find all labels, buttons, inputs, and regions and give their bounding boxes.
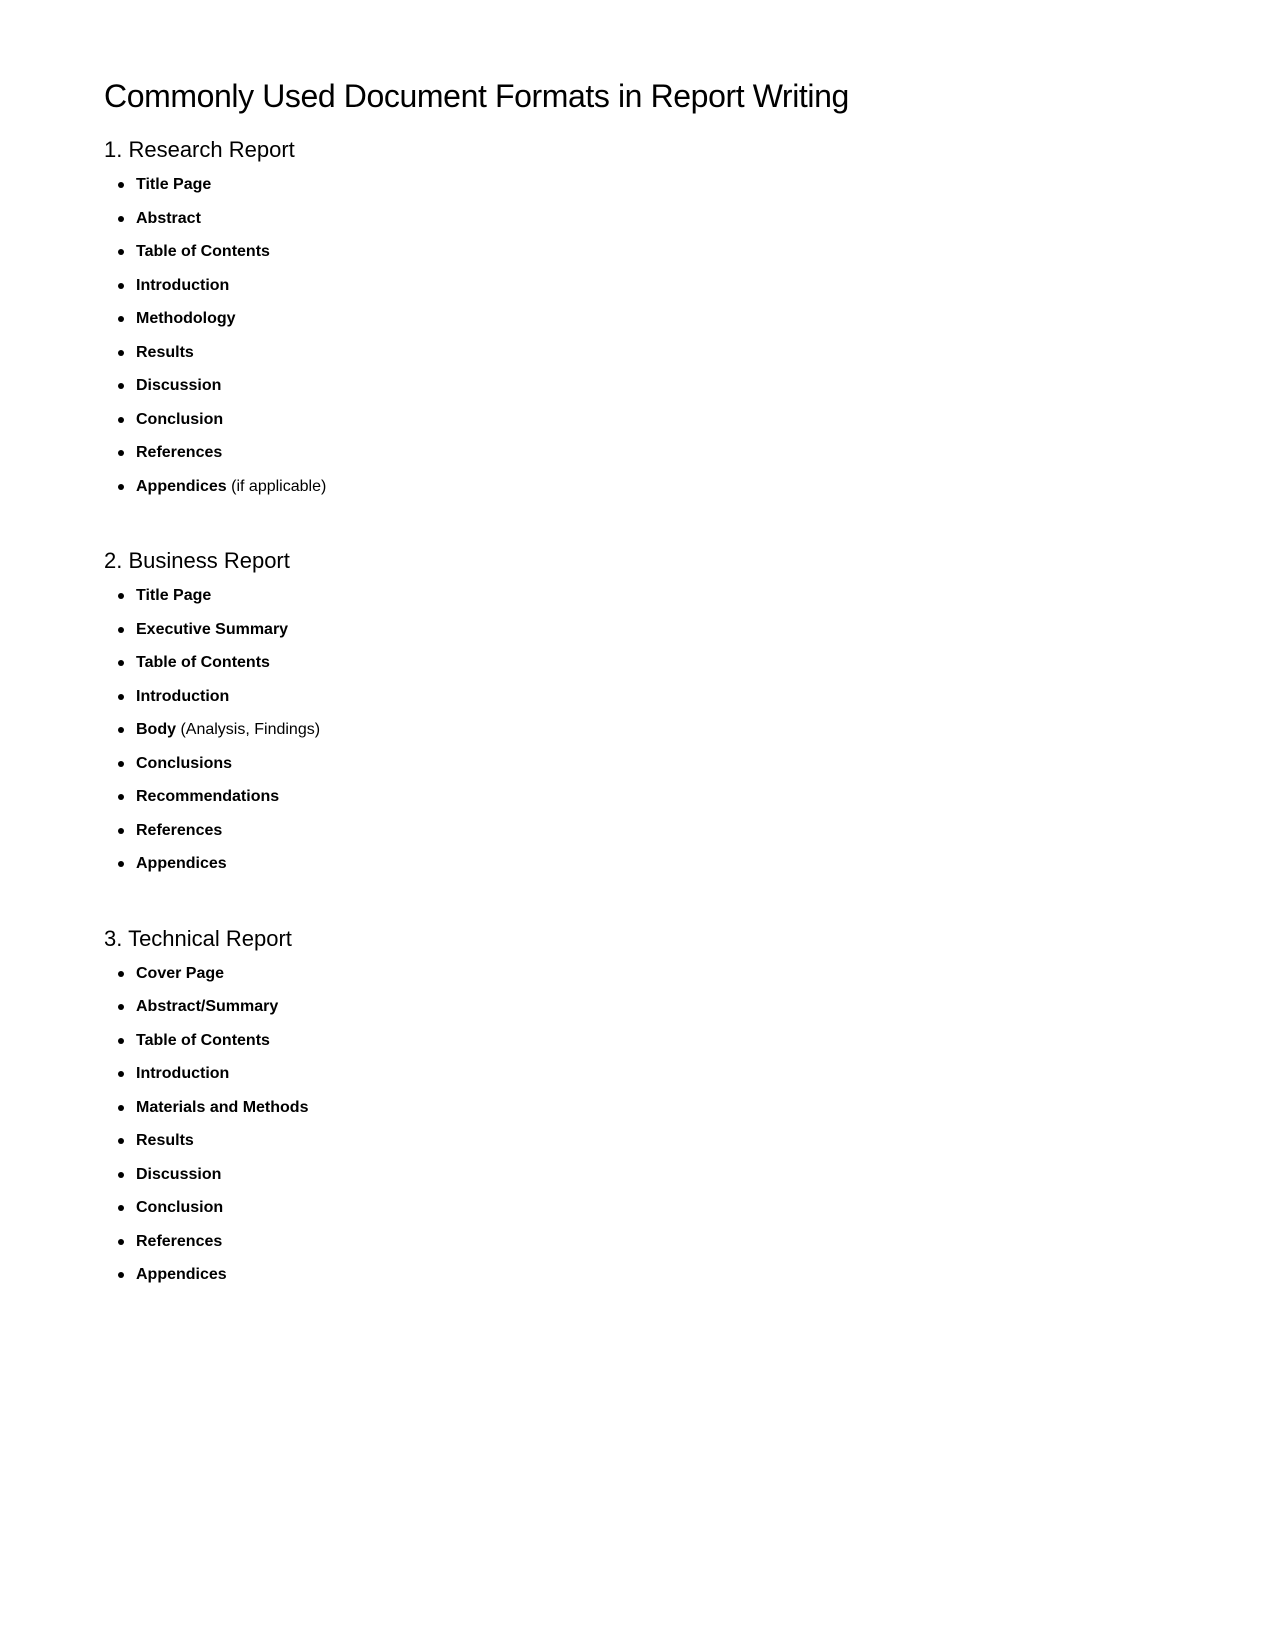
bullet-icon: [118, 484, 124, 490]
bullet-icon: [118, 249, 124, 255]
item-name: Table of Contents: [136, 654, 270, 671]
list-item: [104, 719, 1204, 753]
list-item: [104, 1130, 1204, 1164]
item-name: Methodology: [136, 310, 236, 327]
item-name: Introduction: [136, 687, 230, 705]
item-name: Conclusion: [136, 410, 224, 428]
list-item: [104, 208, 1204, 242]
item-name: Appendices: [136, 855, 227, 872]
item-name: Table of Contents: [136, 1031, 270, 1049]
bullet-icon: [118, 283, 124, 289]
item-name: Introduction: [136, 276, 230, 294]
bullet-icon: [118, 627, 124, 633]
section-heading: 1. Research Report: [104, 137, 295, 162]
section-heading: 2. Business Report: [104, 548, 290, 573]
bullet-icon: [118, 1105, 124, 1111]
bullet-icon: [118, 216, 124, 222]
item-name: Table of Contents: [136, 243, 270, 260]
bullet-icon: [118, 794, 124, 800]
bullet-icon: [118, 1004, 124, 1010]
list-item: [104, 1164, 1204, 1198]
item-note: (Analysis, Findings): [180, 721, 321, 738]
bullet-icon: [118, 417, 124, 423]
list-item: [104, 1264, 1204, 1298]
bullet-icon: [118, 1205, 124, 1211]
list-item: [104, 996, 1204, 1030]
bullet-icon: [118, 971, 124, 977]
bullet-icon: [118, 1172, 124, 1178]
list-item: [104, 963, 1204, 997]
report-section: [104, 546, 1204, 887]
item-name: Appendices: [136, 1266, 227, 1283]
list-item: [104, 619, 1204, 653]
item-name: Abstract: [136, 209, 201, 227]
bullet-icon: [118, 316, 124, 322]
bullet-icon: [118, 593, 124, 599]
item-name: Results: [136, 343, 194, 361]
list-item: [104, 375, 1204, 409]
item-name: Recommendations: [136, 788, 280, 805]
document-content: [104, 74, 1204, 1298]
list-item: [104, 1030, 1204, 1064]
item-name: References: [136, 1232, 223, 1250]
list-item: [104, 476, 1204, 510]
report-section: [104, 924, 1204, 1298]
list-item: [104, 241, 1204, 275]
section-item-list: [104, 174, 1204, 509]
item-name: Abstract/Summary: [136, 998, 279, 1015]
item-name: Introduction: [136, 1065, 230, 1082]
bullet-icon: [118, 1272, 124, 1278]
page-title: Commonly Used Document Formats in Report Writing: [104, 78, 849, 114]
item-name: Title Page: [136, 587, 212, 604]
item-name: Results: [136, 1132, 194, 1149]
bullet-icon: [118, 1071, 124, 1077]
section-item-list: [104, 585, 1204, 887]
item-name: Body: [136, 721, 176, 738]
list-item: [104, 1063, 1204, 1097]
bullet-icon: [118, 1138, 124, 1144]
item-name: Conclusions: [136, 754, 233, 772]
bullet-icon: [118, 1239, 124, 1245]
item-name: Discussion: [136, 1165, 222, 1183]
list-item: [104, 786, 1204, 820]
list-item: [104, 174, 1204, 208]
bullet-icon: [118, 182, 124, 188]
item-name: Materials and Methods: [136, 1098, 309, 1116]
list-item: [104, 1197, 1204, 1231]
list-item: [104, 1097, 1204, 1131]
report-section: [104, 135, 1204, 509]
list-item: [104, 853, 1204, 887]
list-item: [104, 409, 1204, 443]
bullet-icon: [118, 727, 124, 733]
list-item: [104, 753, 1204, 787]
bullet-icon: [118, 350, 124, 356]
sections-container: [104, 135, 1204, 1298]
bullet-icon: [118, 1038, 124, 1044]
bullet-icon: [118, 450, 124, 456]
item-name: Title Page: [136, 176, 212, 193]
list-item: [104, 342, 1204, 376]
item-name: References: [136, 821, 223, 839]
list-item: [104, 275, 1204, 309]
list-item: [104, 308, 1204, 342]
section-heading: 3. Technical Report: [104, 925, 292, 951]
list-item: [104, 442, 1204, 476]
item-name: Executive Summary: [136, 620, 289, 638]
list-item: [104, 820, 1204, 854]
list-item: [104, 585, 1204, 619]
list-item: [104, 1231, 1204, 1265]
section-item-list: [104, 963, 1204, 1298]
bullet-icon: [118, 383, 124, 389]
item-name: Discussion: [136, 377, 222, 394]
item-name: Cover Page: [136, 964, 225, 982]
item-name: References: [136, 444, 223, 461]
item-name: Conclusion: [136, 1199, 224, 1216]
bullet-icon: [118, 761, 124, 767]
list-item: [104, 686, 1204, 720]
bullet-icon: [118, 861, 124, 867]
item-note: (if applicable): [231, 477, 327, 495]
item-name: Appendices: [136, 477, 227, 495]
bullet-icon: [118, 660, 124, 666]
bullet-icon: [118, 694, 124, 700]
list-item: [104, 652, 1204, 686]
bullet-icon: [118, 828, 124, 834]
